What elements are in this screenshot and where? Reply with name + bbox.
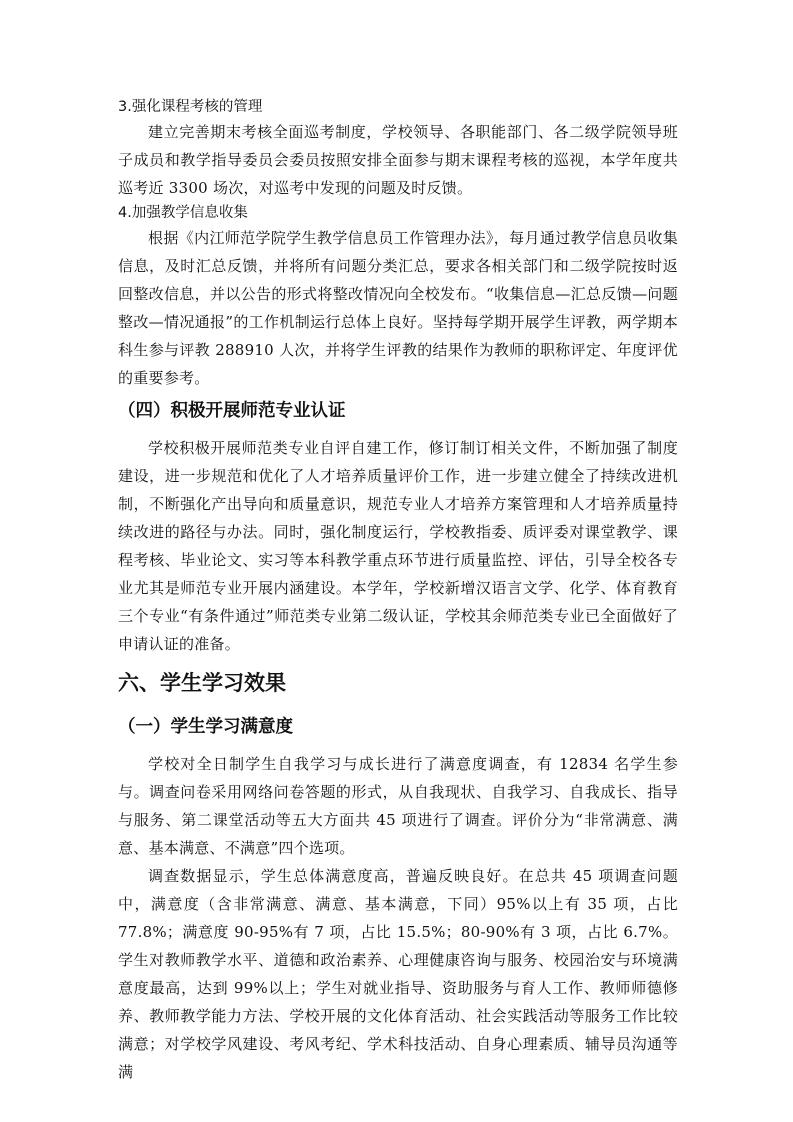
section-heading-normal-major-certification: （四）积极开展师范专业认证: [118, 401, 346, 421]
paragraph-course-assessment: 建立完善期末考核全面巡考制度，学校领导、各职能部门、各二级学院领导班子成员和教学指导委员会委员按照安排全面参与期末课程考核的巡视，本学年度共巡考近 3300 场次，对巡考中发现的问题及时反馈。: [118, 123, 678, 197]
paragraph-survey-description: 学校对全日制学生自我学习与成长进行了满意度调查，有 12834 名学生参与。调查问卷采用网络问卷答题的形式，从自我现状、自我学习、自我成长、指导与服务、第二课堂活动等五大方面共 45 项进行了调查。评价分为“非常满意、满意、基本满意、不满意”四个选项。: [118, 755, 678, 857]
paragraph-normal-major-certification: 学校积极开展师范类专业自评自建工作，修订制订相关文件，不断加强了制度建设，进一步规范和优化了人才培养质量评价工作，进一步建立健全了持续改进机制，不断强化产出导向和质量意识，规范专业人才培养方案管理和人才培养质量持续改进的路径与办法。同时，强化制度运行，学校教指委、质评委对课堂教学、课程考核、毕业论文、实习等本科教学重点环节进行质量监控、评估，引导全校各专业尤其是师范专业开展内涵建设。本学年，学校新增汉语言文学、化学、体育教育三个专业“有条件通过”师范类专业第二级认证，学校其余师范类专业已全面做好了申请认证的准备。: [118, 439, 678, 653]
section-heading-learning-satisfaction: （一）学生学习满意度: [118, 717, 293, 737]
paragraph-survey-results: 调查数据显示，学生总体满意度高，普遍反映良好。在总共 45 项调查问题中，满意度（含非常满意、满意、基本满意，下同）95%以上有 35 项，占比 77.8%；满意度 90-95%有 7 项，占比 15.5%；80-90%有 3 项，占比 6.7%。学生对教师教学水平、道德和政治素养、心理健康咨询与服务、校园治安与环境满意度最高，达到 99%以上；学生对就业指导、资助服务与育人工作、教师师德修养、教师教学能力方法、学校开展的文化体育活动、社会实践活动等服务工作比较满意；对学校学风建设、考风考纪、学术科技活动、自身心理素质、辅导员沟通等满: [118, 867, 678, 1081]
document-page: [118, 96, 678, 1086]
paragraph-teaching-information: 根据《内江师范学院学生教学信息员工作管理办法》，每月通过教学信息员收集信息，及时汇总反馈，并将所有问题分类汇总，要求各相关部门和二级学院按时返回整改信息，并以公告的形式将整改情况向全校发布。“收集信息—汇总反馈—问题整改—情况通报”的工作机制运行总体上良好。坚持每学期开展学生评教，两学期本科生参与评教 288910 人次，并将学生评教的结果作为教师的职称评定、年度评优的重要参考。: [118, 229, 678, 387]
subsection-heading-course-assessment: 3.强化课程考核的管理: [118, 99, 263, 115]
subsection-heading-teaching-information: 4.加强教学信息收集: [118, 205, 248, 221]
chapter-heading-learning-outcomes: 六、学生学习效果: [118, 671, 286, 695]
